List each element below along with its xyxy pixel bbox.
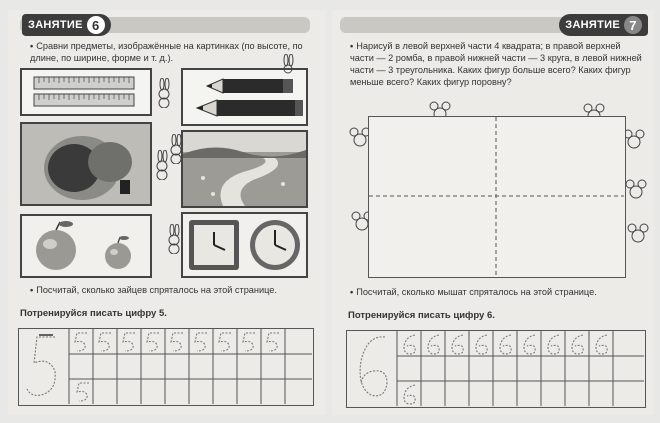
bunny-icon — [168, 134, 184, 164]
apples-picture — [20, 214, 152, 278]
road-picture — [181, 130, 308, 208]
pencils-picture — [181, 68, 308, 126]
pencils-illustration — [183, 70, 306, 124]
task-draw-shapes — [350, 40, 646, 88]
bullet-icon: • — [350, 41, 354, 51]
bunny-icon — [166, 224, 182, 254]
writing-grid-lines — [19, 329, 312, 404]
apples-illustration — [22, 216, 150, 276]
task-count-bunnies — [30, 284, 320, 296]
task-count-mice — [350, 286, 650, 298]
clocks-picture — [181, 212, 308, 278]
clocks-illustration — [183, 214, 306, 276]
writing-grid — [18, 328, 314, 406]
left-page — [8, 10, 326, 415]
road-illustration — [183, 132, 306, 206]
lesson-label: ЗАНЯТИЕ — [28, 19, 83, 31]
writing-grid-lines — [347, 331, 644, 406]
drawing-area[interactable] — [368, 116, 626, 278]
bullet-icon: • — [30, 285, 34, 295]
bunny-icon — [280, 54, 296, 74]
writing-grid — [346, 330, 646, 408]
drawing-area-dividers — [369, 117, 624, 276]
lesson-tag — [22, 14, 111, 36]
mouse-icon — [624, 178, 648, 200]
right-page — [332, 10, 654, 415]
task-count-bunnies-text: Посчитай, сколько зайцев спряталось на этой странице. — [36, 285, 277, 295]
bullet-icon: • — [30, 41, 34, 51]
mouse-icon — [626, 222, 650, 244]
hedgehog-picture — [20, 122, 152, 206]
rulers-illustration — [22, 70, 150, 114]
task-compare-text: Сравни предметы, изображённые на картинках (по высоте, по длине, по ширине, форме и т. д.). — [30, 41, 303, 63]
lesson-tag — [559, 14, 648, 36]
lesson-number: 6 — [87, 16, 105, 34]
lesson-label: ЗАНЯТИЕ — [565, 19, 620, 31]
hedgehog-illustration — [22, 124, 150, 204]
task-count-mice-text: Посчитай, сколько мышат спряталось на этой странице. — [356, 287, 597, 297]
bunny-icon — [156, 78, 172, 108]
lesson-number: 7 — [624, 16, 642, 34]
task-compare — [30, 40, 320, 64]
bullet-icon: • — [350, 287, 354, 297]
rulers-picture — [20, 68, 152, 116]
practice-label: Потренируйся писать цифру 5. — [20, 308, 167, 319]
practice-label: Потренируйся писать цифру 6. — [348, 310, 495, 321]
task-draw-shapes-text: Нарисуй в левой верхней части 4 квадрата; в правой верхней части — 2 ромба, в правой нижней части — 3 круга, в левой нижней части — 3 треугольника. Каких фигур больше всего? Каких фигур меньше всего? Каких фигур поровну? — [350, 41, 642, 87]
